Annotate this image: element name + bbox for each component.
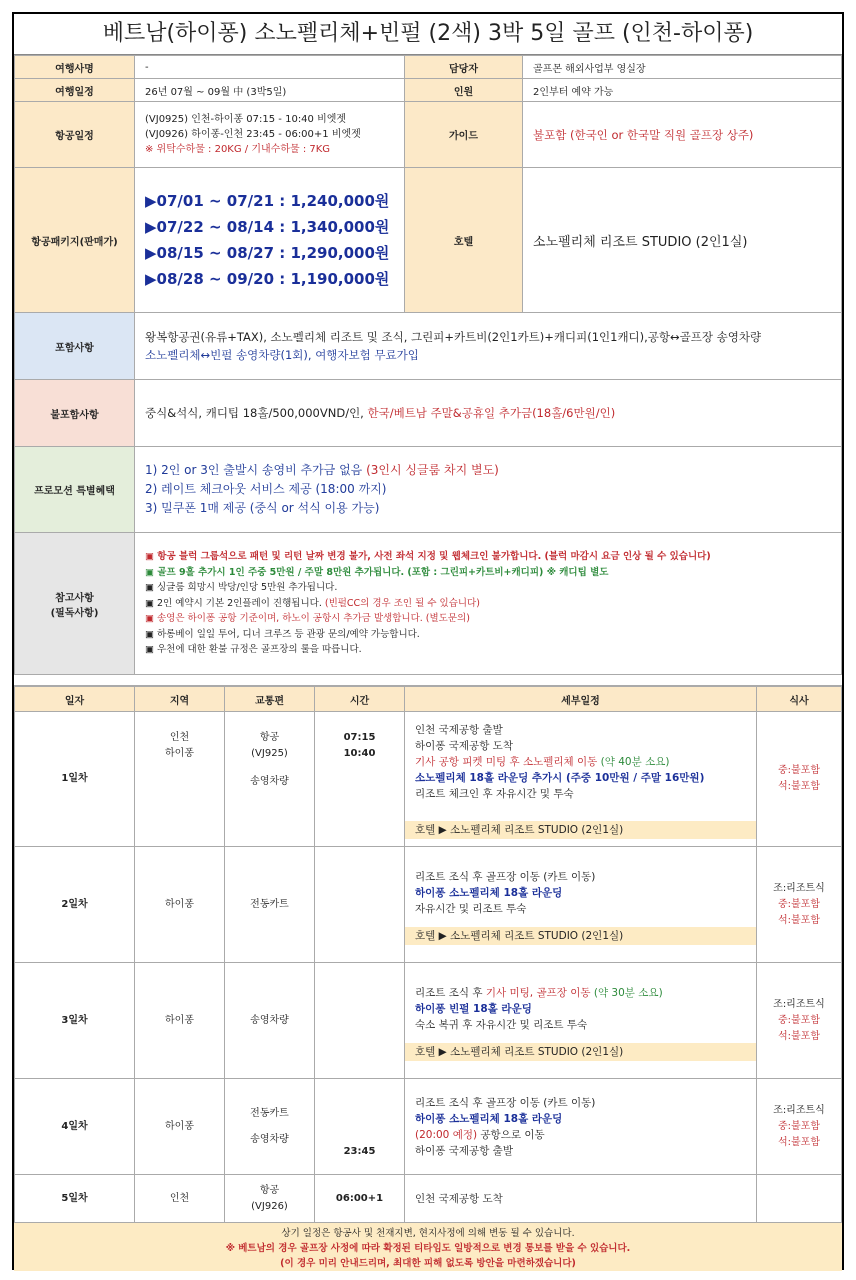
transport: 송영차량 (225, 963, 315, 1079)
guide-value: 불포함 (한국인 or 한국말 직원 골프장 상주) (523, 102, 842, 168)
day-label: 5일차 (15, 1175, 135, 1223)
package-label: 항공패키지(판매가) (15, 168, 135, 313)
exclude-surcharge: 한국/베트남 주말&공휴일 추가금(18홀/6만원/인) (367, 406, 616, 420)
price-row: ▶08/28 ~ 09/20 : 1,190,000원 (145, 270, 390, 288)
note-item: ▣ 싱글룸 희망시 박당/인당 5만원 추가됩니다. (145, 582, 338, 594)
price-row: ▶08/15 ~ 08/27 : 1,290,000원 (145, 244, 390, 262)
time (315, 963, 405, 1079)
guide-label: 가이드 (405, 102, 523, 168)
meal (757, 1175, 842, 1223)
col-header-time: 시간 (315, 687, 405, 712)
page-title: 베트남(하이퐁) 소노펠리체+빈펄 (2색) 3박 5일 골프 (인천-하이퐁) (14, 14, 842, 55)
region: 인천 하이퐁 (135, 712, 225, 847)
itinerary-document (12, 12, 844, 1270)
note-item: ▣ 항공 블럭 그룹석으로 패턴 및 리턴 날짜 변경 불가, 사전 좌석 지정 및 웹체크인 불가합니다. (블럭 마감시 요금 인상 될 수 있습니다) (145, 551, 711, 563)
col-header-region: 지역 (135, 687, 225, 712)
col-header-transport: 교통편 (225, 687, 315, 712)
exclude-text: 중식&석식, 캐디팁 18홀/500,000VND/인, (145, 406, 368, 420)
hotel-bar: 호텔 ▶ 소노펠리체 리조트 STUDIO (2인1실) (405, 927, 756, 945)
include-line: 왕복항공권(유류+TAX), 소노펠리체 리조트 및 조식, 그린피+카트비(2인1카트)+캐디피(1인1캐디),공항↔골프장 송영차량 (145, 330, 762, 344)
period-label: 여행일정 (15, 79, 135, 102)
time: 07:15 10:40 (315, 712, 405, 847)
meal: 조:리조트식 중:불포함 석:불포함 (757, 1079, 842, 1175)
note-item: ▣ 하롱베이 일일 투어, 디너 크루즈 등 관광 문의/예약 가능합니다. (145, 628, 420, 640)
promo-label: 프로모션 특별혜택 (15, 447, 135, 533)
notes-label: 참고사항 (필독사항) (15, 533, 135, 675)
detail: 리조트 조식 후 기사 미팅, 골프장 이동 (약 30분 소요) 하이퐁 빈펄 18홀 라운딩 숙소 복귀 후 자유시간 및 리조트 투숙 호텔 ▶ 소노펠리체 리조트 STUDIO (2인1실) (405, 963, 757, 1079)
detail: 리조트 조식 후 골프장 이동 (카트 이동) 하이퐁 소노펠리체 18홀 라운딩 자유시간 및 리조트 투숙 호텔 ▶ 소노펠리체 리조트 STUDIO (2인1실) (405, 847, 757, 963)
manager-value: 골프몬 해외사업부 영실장 (523, 56, 842, 79)
promo-item: 1) 2인 or 3인 출발시 송영비 추가금 없음 (3인시 싱글룸 차지 별도) (145, 463, 499, 477)
schedule-table (14, 686, 842, 1223)
day-label: 3일차 (15, 963, 135, 1079)
detail: 리조트 조식 후 골프장 이동 (카트 이동) 하이퐁 소노펠리체 18홀 라운딩 (20:00 예정) 공항으로 이동 하이퐁 국제공항 출발 (405, 1079, 757, 1175)
time: 23:45 (315, 1079, 405, 1175)
trip-name-label: 여행사명 (15, 56, 135, 79)
exclude-label: 불포함사항 (15, 380, 135, 447)
schedule-row (15, 1175, 842, 1223)
include-label: 포함사항 (15, 313, 135, 380)
hotel-label: 호텔 (405, 168, 523, 313)
price-row: ▶07/22 ~ 08/14 : 1,340,000원 (145, 218, 390, 236)
day-label: 2일차 (15, 847, 135, 963)
hotel-value: 소노펠리체 리조트 STUDIO (2인1실) (523, 168, 842, 313)
footer-notice: 상기 일정은 항공사 및 천재지변, 현지사정에 의해 변동 될 수 있습니다. ※ 베트남의 경우 골프장 사정에 따라 확정된 티타임도 일방적으로 변경 통보를 받을 수 있습니다. (이 경우 미리 안내드리며, 최대한 피해 없도록 방안을 마련하겠습니다) (14, 1223, 842, 1271)
baggage-note: ※ 위탁수하물 : 20KG / 기내수하물 : 7KG (145, 144, 331, 155)
exclude-value (135, 380, 842, 447)
notes-list (135, 533, 842, 675)
region: 하이퐁 (135, 847, 225, 963)
schedule-row (15, 1079, 842, 1175)
transport: 항공 (VJ926) (225, 1175, 315, 1223)
meal: 조:리조트식 중:불포함 석:불포함 (757, 963, 842, 1079)
hotel-bar: 호텔 ▶ 소노펠리체 리조트 STUDIO (2인1실) (405, 1043, 756, 1061)
detail: 인천 국제공항 도착 (405, 1175, 757, 1223)
time: 06:00+1 (315, 1175, 405, 1223)
promo-value (135, 447, 842, 533)
include-value (135, 313, 842, 380)
region: 인천 (135, 1175, 225, 1223)
col-header-meal: 식사 (757, 687, 842, 712)
flight-schedule (135, 102, 405, 168)
meal: 중:불포함 석:불포함 (757, 712, 842, 847)
note-item: ▣ 송영은 하이퐁 공항 기준이며, 하노이 공항시 추가금 발생합니다. (별도문의) (145, 613, 470, 625)
flight-return: (VJ0926) 하이퐁-인천 23:45 - 06:00+1 비엣젯 (145, 129, 361, 140)
meal: 조:리조트식 중:불포함 석:불포함 (757, 847, 842, 963)
region: 하이퐁 (135, 963, 225, 1079)
note-item: ▣ 2인 예약시 기본 2인플레이 진행됩니다. (빈펄CC의 경우 조인 될 수 있습니다) (145, 597, 480, 609)
hotel-bar: 호텔 ▶ 소노펠리체 리조트 STUDIO (2인1실) (405, 821, 756, 839)
transport: 전동카트 (225, 847, 315, 963)
schedule-row (15, 847, 842, 963)
people-label: 인원 (405, 79, 523, 102)
price-list (135, 168, 405, 313)
people-value: 2인부터 예약 가능 (523, 79, 842, 102)
promo-item: 2) 레이트 체크아웃 서비스 제공 (18:00 까지) (145, 482, 387, 496)
manager-label: 담당자 (405, 56, 523, 79)
day-label: 4일차 (15, 1079, 135, 1175)
day-label: 1일차 (15, 712, 135, 847)
schedule-row (15, 712, 842, 847)
promo-item: 3) 밀쿠폰 1매 제공 (중식 or 석식 이용 가능) (145, 501, 380, 515)
note-item: ▣ 우천에 대한 환불 규정은 골프장의 룰을 따릅니다. (145, 644, 362, 656)
note-item: ▣ 골프 9홀 추가시 1인 주중 5만원 / 주말 8만원 추가됩니다. (포함 : 그린피+카트비+캐디피) ※ 캐디팁 별도 (145, 566, 609, 578)
region: 하이퐁 (135, 1079, 225, 1175)
col-header-day: 일자 (15, 687, 135, 712)
price-row: ▶07/01 ~ 07/21 : 1,240,000원 (145, 192, 390, 210)
transport: 전동카트 송영차량 (225, 1079, 315, 1175)
flight-outbound: (VJ0925) 인천-하이퐁 07:15 - 10:40 비엣젯 (145, 114, 347, 125)
col-header-detail: 세부일정 (405, 687, 757, 712)
include-line: 소노펠리체↔빈펄 송영차량(1회), 여행자보험 무료가입 (145, 348, 419, 362)
period-value: 26년 07월 ~ 09월 中 (3박5일) (135, 79, 405, 102)
trip-name-value: - (135, 56, 405, 79)
detail: 인천 국제공항 출발 하이퐁 국제공항 도착 기사 공항 피켓 미팅 후 소노펠리체 이동 (약 40분 소요) 소노펠리체 18홀 라운딩 추가시 (주중 10만원 / 주말 16만원) 리조트 체크인 후 자유시간 및 투숙 호텔 ▶ 소노펠리체 리조트 STUDIO (2인1실) (405, 712, 757, 847)
time (315, 847, 405, 963)
transport: 항공 (VJ925) 송영차량 (225, 712, 315, 847)
schedule-row (15, 963, 842, 1079)
flight-label: 항공일정 (15, 102, 135, 168)
info-table (14, 55, 842, 675)
